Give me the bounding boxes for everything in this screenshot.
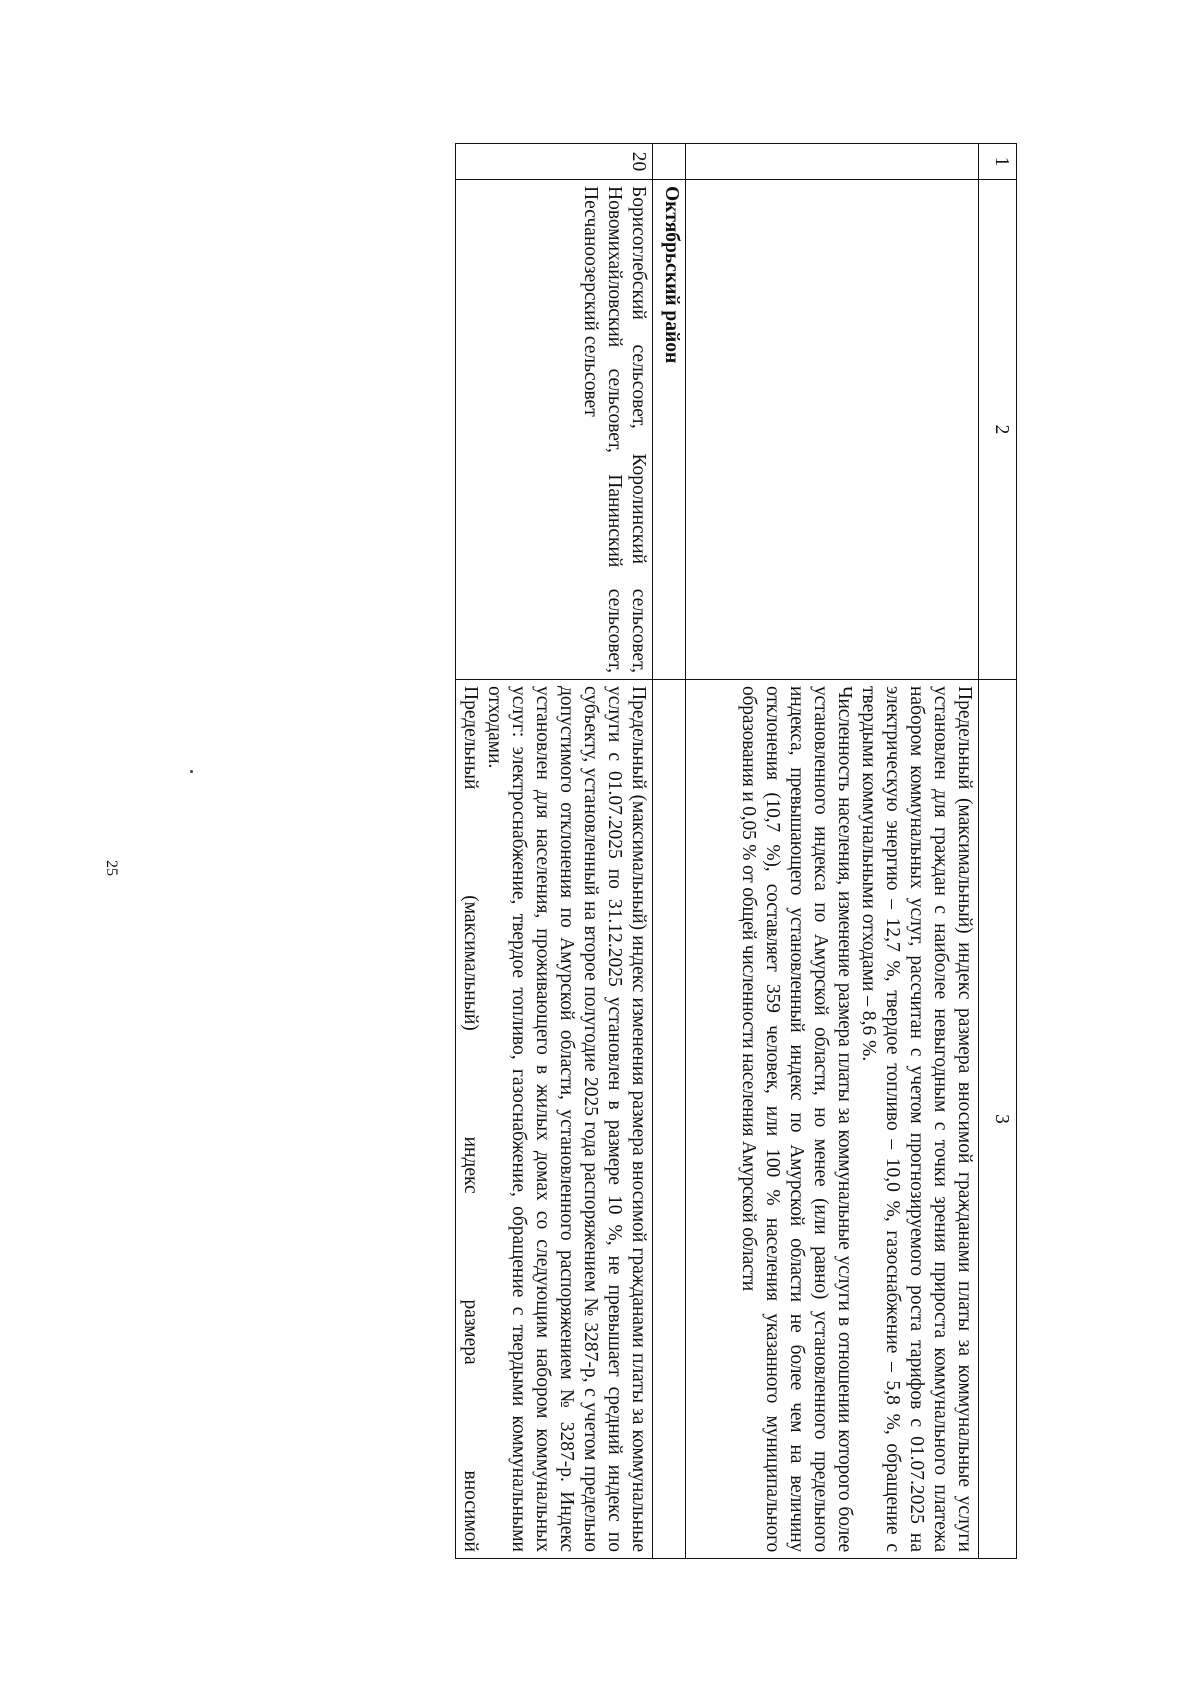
table-header-row [979,144,1017,1559]
description-paragraph: Предельный (максимальный) индекс изменения размера вносимой гражданами платы за коммунальные услуги с 01.07.2025 по 31.12.2025 установлен в размере 10 %, не превышает средний индекс по субъекту, установленный на второе полугодие 2025 года распоряжением № 3287-р, с учетом предельно допустимого отклонения по Амурской области, установленного распоряжением № 3287-р. Индекс установлен для населения, проживающего в жилых домах со следующим набором коммунальных услуг: электроснабжение, твердое топливо, газоснабжение, обращение с твердыми коммунальными отходами. [484,686,649,1552]
header-col-3: 3 [979,680,1017,1559]
page-number: 25 [103,860,120,876]
district-title: Октябрьский район [653,180,686,680]
rotated-table-container [457,143,1017,1558]
row-number-cell [686,144,979,180]
municipality-cell [686,180,979,680]
description-paragraph: Предельный (максимальный) индекс размера вносимой [460,686,481,1552]
row-number-cell: 20 [456,144,653,180]
district-empty-cell [653,680,686,1559]
description-paragraph: Предельный (максимальный) индекс размера вносимой гражданами платы за коммунальные услуги установлен для граждан с наиболее невыгодным с точки зрения прироста коммунального платежа набором коммунальных услуг, рассчитан с учетом прогнозируемого роста тарифов с 01.07.2025 на электрическую энергию – 12,7 %, твердое топливо – 10,0 %, газоснабжение – 5,8 %, обращение с твердыми коммунальными отходами – 8,6 %. [858,686,975,1552]
municipality-list: Борисоглебский сельсовет, Королинский сельсовет, Новомихайловский сельсовет, Панинский сельсовет, Песчаноозерский сельсовет [580,186,649,673]
table-row [456,144,653,1559]
district-empty-cell [653,144,686,180]
description-paragraph: Численность населения, изменение размера платы за коммунальные услуги в отношении которого более установленного индекса по Амурской области, но менее (или равно) установленного предельного индекса, превышающего установленный индекс по Амурской области не более чем на величину отклонения (10,7 %), составляет 359 человек, или 100 % населения указанного муниципального образования и 0,05 % от общей численности населения Амурской области [738,686,855,1552]
description-cell [456,680,653,1559]
scan-speck [190,770,193,773]
header-col-1: 1 [979,144,1017,180]
document-table [455,143,1017,1559]
description-cell [686,680,979,1559]
municipality-cell [456,180,653,680]
table-row [686,144,979,1559]
district-row [653,144,686,1559]
header-col-2: 2 [979,180,1017,680]
